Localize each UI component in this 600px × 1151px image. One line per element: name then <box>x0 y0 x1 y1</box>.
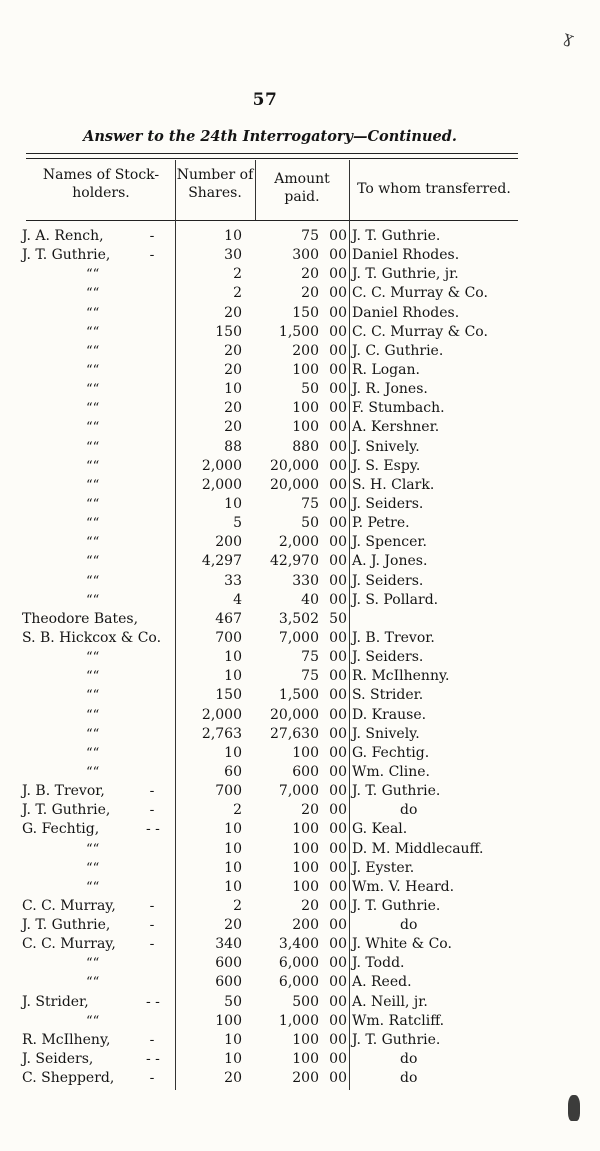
leader-dash: - <box>149 917 155 934</box>
shares-cell: 10 <box>224 1031 242 1048</box>
transferee-cell: R. McIlhenny. <box>352 668 450 685</box>
table-row <box>0 418 600 437</box>
amount-dollars-cell: 100 <box>292 744 319 761</box>
amount-dollars-cell: 20 <box>301 266 319 283</box>
table-row <box>0 304 600 323</box>
amount-cents-cell: 00 <box>329 1070 347 1087</box>
column-header-shares-line1: Number of <box>176 167 254 183</box>
amount-dollars-cell: 20 <box>301 285 319 302</box>
amount-cents-cell: 00 <box>329 381 347 398</box>
transferee-cell: do <box>400 1070 418 1087</box>
transferee-cell: J. S. Pollard. <box>352 591 439 608</box>
amount-dollars-cell: 330 <box>292 572 319 589</box>
shares-cell: 5 <box>233 515 242 532</box>
amount-dollars-cell: 6,000 <box>278 955 319 972</box>
table-row <box>0 897 600 916</box>
column-header-shares-line2: Shares. <box>188 185 242 201</box>
ditto-mark: ““ <box>86 592 100 608</box>
amount-dollars-cell: 75 <box>301 649 319 666</box>
transferee-cell: R. Logan. <box>352 361 420 378</box>
transferee-cell: S. H. Clark. <box>352 476 435 493</box>
table-row <box>0 763 600 782</box>
ditto-mark: ““ <box>86 726 100 742</box>
amount-dollars-cell: 27,630 <box>270 725 319 742</box>
ditto-mark: ““ <box>86 860 100 876</box>
ditto-mark: ““ <box>86 286 100 302</box>
amount-dollars-cell: 100 <box>292 400 319 417</box>
transferee-cell: P. Petre. <box>352 515 410 532</box>
amount-cents-cell: 00 <box>329 361 347 378</box>
amount-cents-cell: 00 <box>329 955 347 972</box>
table-row <box>0 361 600 380</box>
shares-cell: 20 <box>224 304 242 321</box>
transferee-cell: A. Reed. <box>352 974 412 991</box>
leader-dash: - <box>149 1070 155 1087</box>
amount-dollars-cell: 1,000 <box>278 1012 319 1029</box>
shares-cell: 2,000 <box>201 706 242 723</box>
table-row <box>0 572 600 591</box>
amount-dollars-cell: 50 <box>301 515 319 532</box>
leader-dash: - <box>149 802 155 819</box>
amount-dollars-cell: 7,000 <box>278 629 319 646</box>
stockholder-name: J. Strider, <box>22 993 89 1010</box>
ditto-mark: ““ <box>86 650 100 666</box>
stockholder-name: J. B. Trevor, <box>22 783 105 800</box>
amount-cents-cell: 00 <box>329 897 347 914</box>
amount-cents-cell: 00 <box>329 304 347 321</box>
amount-cents-cell: 00 <box>329 438 347 455</box>
amount-cents-cell: 00 <box>329 974 347 991</box>
table-row <box>0 667 600 686</box>
amount-dollars-cell: 100 <box>292 1051 319 1068</box>
amount-dollars-cell: 20 <box>301 897 319 914</box>
amount-cents-cell: 00 <box>329 821 347 838</box>
transferee-cell: Wm. Ratcliff. <box>352 1012 445 1029</box>
amount-dollars-cell: 42,970 <box>270 553 319 570</box>
transferee-cell: J. T. Guthrie. <box>352 228 441 244</box>
amount-dollars-cell: 20,000 <box>270 476 319 493</box>
transfer-table-body <box>0 227 600 1088</box>
leader-dash: - <box>149 936 155 953</box>
amount-cents-cell: 00 <box>329 228 347 244</box>
amount-dollars-cell: 3,400 <box>278 936 319 953</box>
stockholder-name: J. Seiders, <box>22 1051 94 1068</box>
amount-dollars-cell: 150 <box>292 304 319 321</box>
shares-cell: 10 <box>224 878 242 895</box>
shares-cell: 10 <box>224 649 242 666</box>
stockholder-name: Theodore Bates, <box>22 610 139 627</box>
amount-cents-cell: 00 <box>329 859 347 876</box>
table-row <box>0 782 600 801</box>
transferee-cell: G. Fechtig. <box>352 744 430 761</box>
header-rule-bottom <box>26 220 518 221</box>
transferee-cell: A. Neill, jr. <box>352 993 428 1010</box>
table-row <box>0 993 600 1012</box>
shares-cell: 2,000 <box>201 457 242 474</box>
transferee-cell: J. Seiders. <box>352 649 424 666</box>
amount-cents-cell: 00 <box>329 323 347 340</box>
amount-cents-cell: 00 <box>329 1031 347 1048</box>
table-row <box>0 552 600 571</box>
transferee-cell: A. J. Jones. <box>352 553 428 570</box>
shares-cell: 340 <box>215 936 242 953</box>
transferee-cell: do <box>400 802 418 819</box>
transferee-cell: A. Kershner. <box>352 419 440 436</box>
transferee-cell: J. B. Trevor. <box>352 629 435 646</box>
stockholder-name: S. B. Hickcox & Co. <box>22 629 162 646</box>
ditto-mark: ““ <box>86 879 100 895</box>
table-row <box>0 265 600 284</box>
amount-cents-cell: 00 <box>329 668 347 685</box>
ditto-mark: ““ <box>86 343 100 359</box>
shares-cell: 88 <box>224 438 242 455</box>
stockholder-name: C. C. Murray, <box>22 897 116 914</box>
amount-cents-cell: 50 <box>329 610 347 627</box>
amount-dollars-cell: 75 <box>301 495 319 512</box>
shares-cell: 467 <box>215 610 242 627</box>
ditto-mark: ““ <box>86 382 100 398</box>
amount-cents-cell: 00 <box>329 687 347 704</box>
table-row <box>0 686 600 705</box>
stray-mark-icon: ɣ <box>561 26 577 49</box>
ditto-mark: ““ <box>86 669 100 685</box>
stockholder-name: J. A. Rench, <box>22 228 104 244</box>
shares-cell: 150 <box>215 687 242 704</box>
amount-cents-cell: 00 <box>329 763 347 780</box>
ditto-mark: ““ <box>86 477 100 493</box>
table-row <box>0 840 600 859</box>
amount-dollars-cell: 200 <box>292 342 319 359</box>
transferee-cell: S. Strider. <box>352 687 424 704</box>
transferee-cell: Wm. V. Heard. <box>352 878 455 895</box>
amount-dollars-cell: 50 <box>301 381 319 398</box>
column-header-amount <box>256 170 348 206</box>
ditto-mark: ““ <box>86 496 100 512</box>
amount-cents-cell: 00 <box>329 1012 347 1029</box>
transferee-cell: J. Snively. <box>352 725 420 742</box>
column-header-amount-line1: Amount <box>274 171 330 187</box>
shares-cell: 10 <box>224 821 242 838</box>
ditto-mark: ““ <box>86 516 100 532</box>
amount-cents-cell: 00 <box>329 783 347 800</box>
shares-cell: 10 <box>224 495 242 512</box>
table-row <box>0 380 600 399</box>
table-row <box>0 648 600 667</box>
amount-cents-cell: 00 <box>329 419 347 436</box>
table-row <box>0 476 600 495</box>
table-row <box>0 629 600 648</box>
transferee-cell: J. Spencer. <box>352 534 428 551</box>
ditto-mark: ““ <box>86 956 100 972</box>
amount-cents-cell: 00 <box>329 457 347 474</box>
transferee-cell: J. T. Guthrie. <box>352 783 441 800</box>
ditto-mark: ““ <box>86 975 100 991</box>
transferee-cell: J. R. Jones. <box>352 381 428 398</box>
table-row <box>0 342 600 361</box>
column-header-amount-line2: paid. <box>284 189 320 205</box>
table-row <box>0 323 600 342</box>
amount-dollars-cell: 300 <box>292 247 319 264</box>
table-row <box>0 399 600 418</box>
amount-dollars-cell: 100 <box>292 840 319 857</box>
amount-dollars-cell: 100 <box>292 878 319 895</box>
shares-cell: 2 <box>233 897 242 914</box>
table-row <box>0 954 600 973</box>
amount-dollars-cell: 100 <box>292 821 319 838</box>
amount-dollars-cell: 100 <box>292 419 319 436</box>
ditto-mark: ““ <box>86 305 100 321</box>
amount-cents-cell: 00 <box>329 1051 347 1068</box>
stockholder-name: G. Fechtig, <box>22 821 100 838</box>
leader-dash: - <box>149 783 155 800</box>
shares-cell: 10 <box>224 228 242 244</box>
ditto-mark: ““ <box>86 1013 100 1029</box>
table-row <box>0 916 600 935</box>
page-number: 57 <box>252 90 278 110</box>
amount-dollars-cell: 2,000 <box>278 534 319 551</box>
table-row <box>0 438 600 457</box>
amount-dollars-cell: 100 <box>292 1031 319 1048</box>
transferee-cell: J. C. Guthrie. <box>352 342 444 359</box>
shares-cell: 10 <box>224 1051 242 1068</box>
shares-cell: 60 <box>224 763 242 780</box>
table-row <box>0 1050 600 1069</box>
stockholder-name: J. T. Guthrie, <box>22 802 111 819</box>
amount-cents-cell: 00 <box>329 495 347 512</box>
table-row <box>0 591 600 610</box>
ditto-mark: ““ <box>86 554 100 570</box>
shares-cell: 33 <box>224 572 242 589</box>
amount-dollars-cell: 600 <box>292 763 319 780</box>
shares-cell: 4 <box>233 591 242 608</box>
table-row <box>0 533 600 552</box>
amount-cents-cell: 00 <box>329 629 347 646</box>
shares-cell: 700 <box>215 783 242 800</box>
transferee-cell: J. White & Co. <box>352 936 452 953</box>
shares-cell: 10 <box>224 381 242 398</box>
ditto-mark: ““ <box>86 535 100 551</box>
transferee-cell: Wm. Cline. <box>352 763 430 780</box>
transferee-cell: J. S. Espy. <box>352 457 421 474</box>
transferee-cell: C. C. Murray & Co. <box>352 285 488 302</box>
ditto-mark: ““ <box>86 267 100 283</box>
transferee-cell: J. T. Guthrie. <box>352 897 441 914</box>
amount-cents-cell: 00 <box>329 840 347 857</box>
table-row <box>0 1069 600 1088</box>
header-rule-double <box>26 158 518 159</box>
transferee-cell: Daniel Rhodes. <box>352 247 460 264</box>
shares-cell: 2 <box>233 802 242 819</box>
stockholder-name: C. Shepperd, <box>22 1070 115 1087</box>
amount-cents-cell: 00 <box>329 515 347 532</box>
transferee-cell: J. T. Guthrie. <box>352 1031 441 1048</box>
transferee-cell: C. C. Murray & Co. <box>352 323 488 340</box>
shares-cell: 200 <box>215 534 242 551</box>
shares-cell: 700 <box>215 629 242 646</box>
amount-cents-cell: 00 <box>329 802 347 819</box>
table-row <box>0 610 600 629</box>
amount-cents-cell: 00 <box>329 878 347 895</box>
transferee-cell: D. M. Middlecauff. <box>352 840 484 857</box>
amount-dollars-cell: 75 <box>301 668 319 685</box>
shares-cell: 10 <box>224 840 242 857</box>
page-heading: Answer to the 24th Interrogatory—Continued. <box>83 128 457 145</box>
amount-dollars-cell: 20,000 <box>270 706 319 723</box>
ditto-mark: ““ <box>86 458 100 474</box>
column-header-names-line2: holders. <box>72 185 130 201</box>
shares-cell: 150 <box>215 323 242 340</box>
amount-dollars-cell: 7,000 <box>278 783 319 800</box>
table-row <box>0 227 600 246</box>
table-row <box>0 284 600 303</box>
column-header-transferee: To whom transferred. <box>357 181 511 197</box>
amount-dollars-cell: 100 <box>292 859 319 876</box>
table-row <box>0 706 600 725</box>
ditto-mark: ““ <box>86 573 100 589</box>
ink-stain-icon <box>568 1095 580 1121</box>
shares-cell: 2,763 <box>201 725 242 742</box>
stockholder-name: R. McIlheny, <box>22 1031 111 1048</box>
leader-dash: - <box>149 1031 155 1048</box>
amount-cents-cell: 00 <box>329 917 347 934</box>
stockholder-name: J. T. Guthrie, <box>22 917 111 934</box>
leader-dash: - <box>149 247 155 264</box>
amount-cents-cell: 00 <box>329 572 347 589</box>
ditto-mark: ““ <box>86 324 100 340</box>
ditto-mark: ““ <box>86 362 100 378</box>
amount-dollars-cell: 100 <box>292 361 319 378</box>
leader-dash: - - <box>146 993 160 1010</box>
amount-dollars-cell: 3,502 <box>278 610 319 627</box>
leader-dash: - <box>149 228 155 244</box>
amount-cents-cell: 00 <box>329 247 347 264</box>
amount-dollars-cell: 20 <box>301 802 319 819</box>
amount-cents-cell: 00 <box>329 649 347 666</box>
leader-dash: - <box>149 897 155 914</box>
transferee-cell: J. Seiders. <box>352 572 424 589</box>
table-row <box>0 725 600 744</box>
transferee-cell: F. Stumbach. <box>352 400 445 417</box>
ditto-mark: ““ <box>86 707 100 723</box>
shares-cell: 10 <box>224 744 242 761</box>
amount-cents-cell: 00 <box>329 285 347 302</box>
leader-dash: - - <box>146 1051 160 1068</box>
amount-cents-cell: 00 <box>329 342 347 359</box>
stockholder-name: J. T. Guthrie, <box>22 247 111 264</box>
amount-dollars-cell: 1,500 <box>278 687 319 704</box>
shares-cell: 2 <box>233 266 242 283</box>
table-row <box>0 457 600 476</box>
table-row <box>0 1031 600 1050</box>
ditto-mark: ““ <box>86 401 100 417</box>
amount-dollars-cell: 6,000 <box>278 974 319 991</box>
table-row <box>0 1012 600 1031</box>
table-row <box>0 973 600 992</box>
amount-dollars-cell: 200 <box>292 1070 319 1087</box>
transferee-cell: do <box>400 917 418 934</box>
transferee-cell: G. Keal. <box>352 821 408 838</box>
shares-cell: 4,297 <box>201 553 242 570</box>
shares-cell: 100 <box>215 1012 242 1029</box>
ditto-mark: ““ <box>86 764 100 780</box>
table-row <box>0 935 600 954</box>
shares-cell: 20 <box>224 400 242 417</box>
shares-cell: 20 <box>224 1070 242 1087</box>
header-rule-top <box>26 153 518 154</box>
table-row <box>0 744 600 763</box>
column-header-names-line1: Names of Stock- <box>42 167 160 183</box>
ditto-mark: ““ <box>86 688 100 704</box>
amount-cents-cell: 00 <box>329 936 347 953</box>
leader-dash: - - <box>146 821 160 838</box>
amount-cents-cell: 00 <box>329 476 347 493</box>
amount-dollars-cell: 880 <box>292 438 319 455</box>
amount-cents-cell: 00 <box>329 591 347 608</box>
transferee-cell: J. Eyster. <box>352 859 415 876</box>
column-header-shares <box>176 166 254 202</box>
amount-dollars-cell: 40 <box>301 591 319 608</box>
shares-cell: 20 <box>224 917 242 934</box>
shares-cell: 600 <box>215 955 242 972</box>
shares-cell: 30 <box>224 247 242 264</box>
amount-cents-cell: 00 <box>329 553 347 570</box>
amount-cents-cell: 00 <box>329 744 347 761</box>
shares-cell: 600 <box>215 974 242 991</box>
table-row <box>0 801 600 820</box>
table-row <box>0 495 600 514</box>
table-row <box>0 859 600 878</box>
amount-dollars-cell: 500 <box>292 993 319 1010</box>
transferee-cell: do <box>400 1051 418 1068</box>
shares-cell: 20 <box>224 361 242 378</box>
transferee-cell: Daniel Rhodes. <box>352 304 460 321</box>
amount-dollars-cell: 20,000 <box>270 457 319 474</box>
shares-cell: 10 <box>224 668 242 685</box>
ditto-mark: ““ <box>86 841 100 857</box>
stockholder-name: C. C. Murray, <box>22 936 116 953</box>
transferee-cell: J. Seiders. <box>352 495 424 512</box>
transferee-cell: J. Snively. <box>352 438 420 455</box>
amount-cents-cell: 00 <box>329 534 347 551</box>
transferee-cell: D. Krause. <box>352 706 427 723</box>
transferee-cell: J. T. Guthrie, jr. <box>352 266 459 283</box>
column-header-names <box>28 166 174 202</box>
shares-cell: 2 <box>233 285 242 302</box>
amount-cents-cell: 00 <box>329 266 347 283</box>
ditto-mark: ““ <box>86 420 100 436</box>
amount-dollars-cell: 75 <box>301 228 319 244</box>
transferee-cell: J. Todd. <box>352 955 405 972</box>
shares-cell: 20 <box>224 419 242 436</box>
shares-cell: 20 <box>224 342 242 359</box>
table-row <box>0 246 600 265</box>
amount-cents-cell: 00 <box>329 725 347 742</box>
amount-cents-cell: 00 <box>329 400 347 417</box>
shares-cell: 2,000 <box>201 476 242 493</box>
ditto-mark: ““ <box>86 439 100 455</box>
ditto-mark: ““ <box>86 745 100 761</box>
amount-dollars-cell: 200 <box>292 917 319 934</box>
shares-cell: 50 <box>224 993 242 1010</box>
table-row <box>0 514 600 533</box>
table-row <box>0 878 600 897</box>
amount-dollars-cell: 1,500 <box>278 323 319 340</box>
shares-cell: 10 <box>224 859 242 876</box>
amount-cents-cell: 00 <box>329 706 347 723</box>
amount-cents-cell: 00 <box>329 993 347 1010</box>
table-row <box>0 820 600 839</box>
